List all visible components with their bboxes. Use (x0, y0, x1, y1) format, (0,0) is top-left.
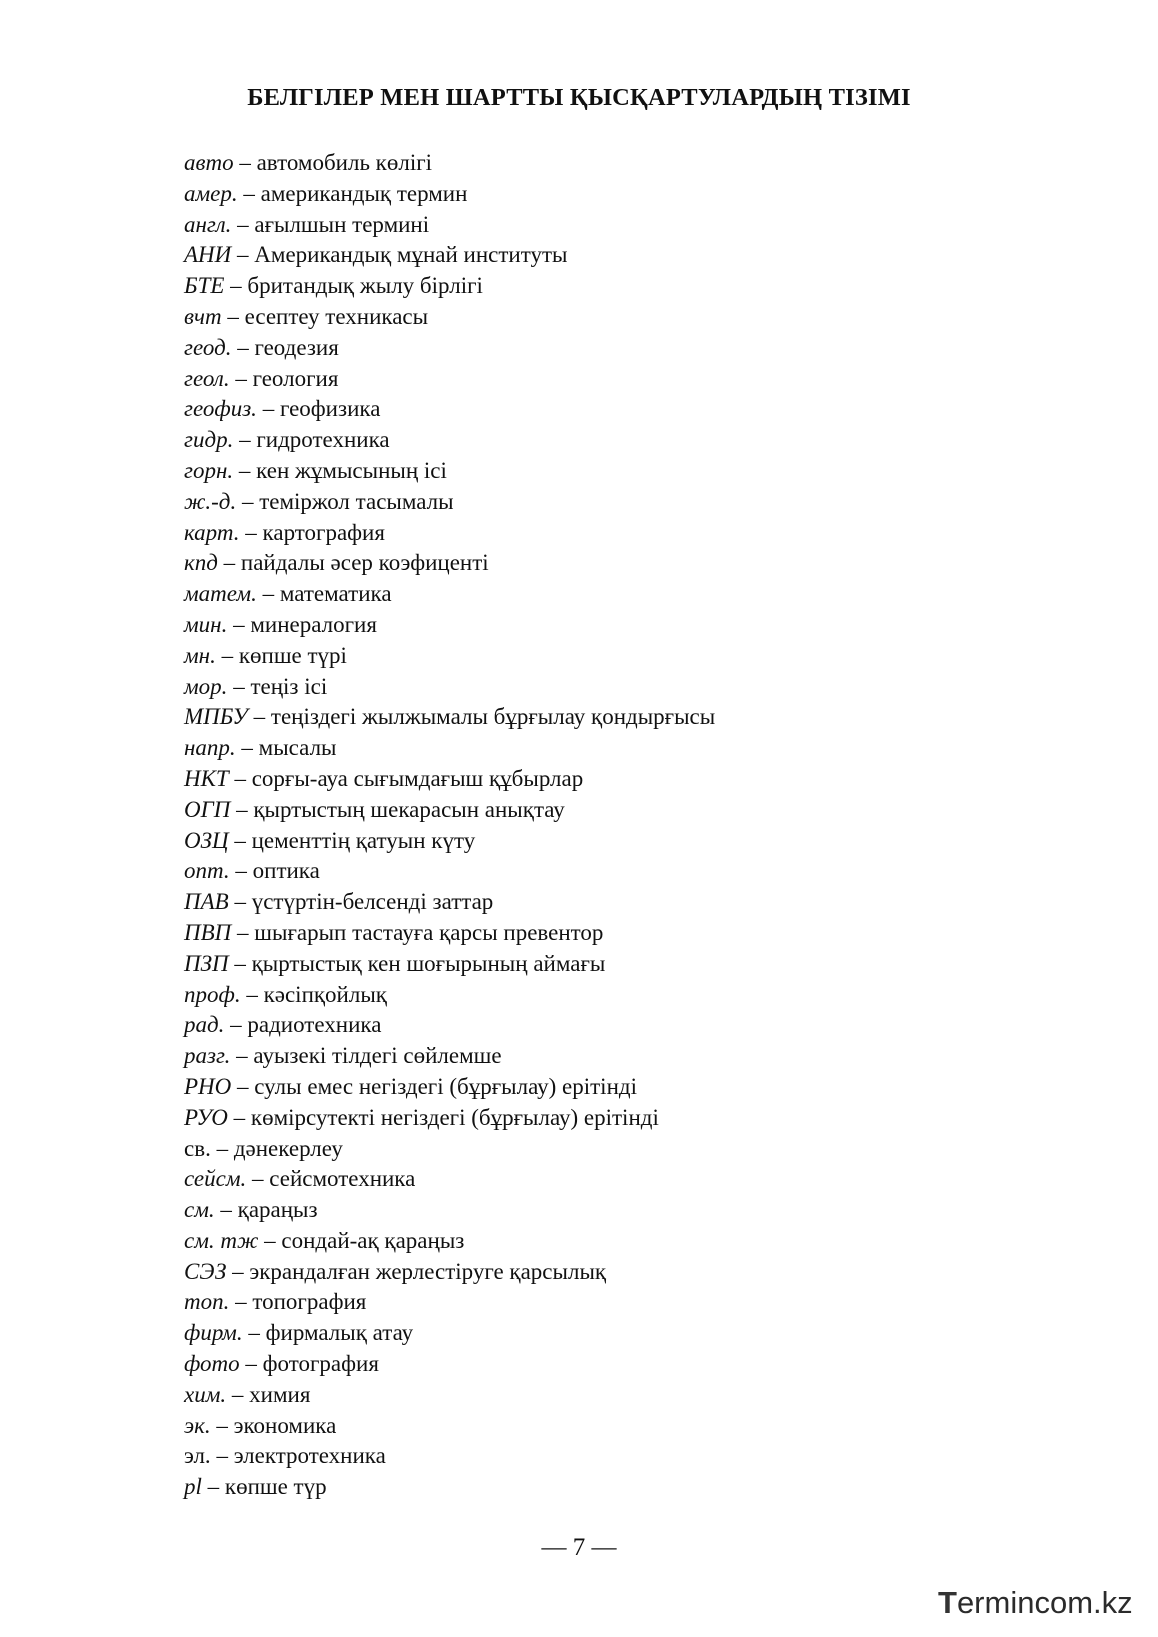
abbreviation-entry (184, 826, 715, 857)
abbreviation-meaning: фотография (262, 1351, 379, 1377)
abbreviation-entry (184, 425, 715, 456)
abbreviation-term: РНО (184, 1073, 232, 1099)
abbreviation-term: фирм. (184, 1320, 243, 1346)
abbreviation-term: см. тж (184, 1227, 259, 1253)
abbreviation-entry (184, 240, 715, 271)
entry-dash: – (226, 1381, 250, 1407)
entry-dash: – (215, 642, 239, 668)
entry-dash: – (231, 242, 255, 268)
abbreviation-term: разг. (184, 1043, 231, 1069)
abbreviation-meaning: сулы емес негіздегі (бұрғылау) ерітінді (254, 1073, 637, 1099)
abbreviation-entry (184, 1195, 715, 1226)
abbreviation-meaning: химия (249, 1381, 311, 1407)
abbreviation-term: топ. (184, 1289, 230, 1315)
entry-dash: – (258, 1227, 282, 1253)
abbreviation-entry (184, 795, 715, 826)
abbreviation-term: карт. (184, 519, 240, 545)
abbreviation-term: АНИ (184, 242, 232, 268)
abbreviation-term: pl (184, 1474, 202, 1500)
entry-dash: – (233, 427, 257, 453)
abbreviation-term: эл. (184, 1443, 211, 1469)
abbreviation-entry (184, 702, 715, 733)
abbreviation-meaning: шығарып тастауға қарсы превентор (254, 919, 604, 945)
abbreviation-meaning: картография (262, 519, 385, 545)
abbreviation-term: эк. (184, 1412, 211, 1438)
abbreviation-term: ПЗП (184, 950, 229, 976)
abbreviation-meaning: көмірсутекті негіздегі (бұрғылау) ерітінді (250, 1104, 659, 1130)
abbreviation-term: ОЗЦ (184, 827, 229, 853)
entry-dash: – (236, 488, 260, 514)
abbreviation-meaning: топография (252, 1289, 367, 1315)
entry-dash: – (242, 1320, 266, 1346)
abbreviation-meaning: ағылшын термині (254, 211, 430, 237)
abbreviation-meaning: экрандалған жерлестіруге қарсылық (249, 1258, 607, 1284)
entry-dash: – (229, 1289, 253, 1315)
watermark-initial: T (938, 1585, 957, 1620)
abbreviation-entry (184, 1380, 715, 1411)
entry-dash: – (233, 150, 257, 175)
abbreviation-meaning: фирмалық атау (265, 1320, 414, 1346)
abbreviation-term: фото (184, 1351, 240, 1377)
entry-dash: – (237, 180, 261, 206)
entry-dash: – (214, 1197, 238, 1223)
entry-dash: – (224, 1012, 248, 1038)
abbreviation-meaning: үстүртін-белсенді заттар (251, 889, 494, 915)
abbreviation-term: матем. (184, 581, 257, 607)
abbreviation-entry (184, 1072, 715, 1103)
entry-dash: – (247, 704, 271, 730)
abbreviation-term: кпд (184, 550, 218, 576)
abbreviation-entry (184, 887, 715, 918)
abbreviation-term: англ. (184, 211, 232, 237)
abbreviation-term: сейсм. (184, 1166, 247, 1192)
abbreviation-entry (184, 179, 715, 210)
entry-dash: – (228, 889, 252, 915)
abbreviation-meaning: автомобиль көлігі (256, 150, 433, 175)
abbreviation-meaning: британдық жылу бірлігі (247, 273, 483, 299)
entry-dash: – (229, 365, 253, 391)
abbreviation-meaning: қыртыстың шекарасын анықтау (253, 796, 565, 822)
abbreviation-meaning: сейсмотехника (269, 1166, 416, 1192)
entry-dash: – (210, 1443, 234, 1469)
entry-dash: – (231, 334, 255, 360)
entry-dash: – (231, 919, 255, 945)
abbreviation-term: горн. (184, 457, 234, 483)
abbreviation-meaning: радиотехника (247, 1012, 382, 1038)
abbreviation-entry (184, 271, 715, 302)
abbreviation-entry (184, 148, 715, 179)
abbreviation-entry (184, 1041, 715, 1072)
abbreviation-term: хим. (184, 1381, 227, 1407)
abbreviation-entry (184, 733, 715, 764)
abbreviation-entry (184, 1164, 715, 1195)
abbreviation-entry (184, 302, 715, 333)
abbreviation-entry (184, 1411, 715, 1442)
abbreviation-term: напр. (184, 735, 236, 761)
abbreviation-entry (184, 456, 715, 487)
abbreviation-term: геол. (184, 365, 230, 391)
abbreviation-term: см. (184, 1197, 215, 1223)
entry-dash: – (233, 457, 257, 483)
entry-dash: – (221, 303, 245, 329)
entry-dash: – (256, 581, 280, 607)
abbreviation-meaning: электротехника (233, 1443, 386, 1469)
page-number: — 7 — (541, 1534, 617, 1561)
abbreviation-term: авто (184, 150, 234, 175)
abbreviation-entry (184, 1472, 715, 1503)
abbreviation-meaning: гидротехника (256, 427, 390, 453)
abbreviation-term: СЭЗ (184, 1258, 227, 1284)
entry-dash: – (227, 1104, 251, 1130)
abbreviation-meaning: теңіздегі жылжымалы бұрғылау қондырғысы (270, 704, 716, 730)
abbreviation-meaning: оптика (252, 858, 320, 884)
abbreviation-meaning: экономика (233, 1412, 337, 1438)
abbreviation-entry (184, 856, 715, 887)
entry-dash: – (226, 1258, 250, 1284)
entry-dash: – (210, 1135, 234, 1161)
abbreviation-entry (184, 333, 715, 364)
entry-dash: – (229, 858, 253, 884)
abbreviation-list (184, 148, 715, 1503)
abbreviation-term: мн. (184, 642, 216, 668)
abbreviation-meaning: көпше түрі (238, 642, 347, 668)
abbreviation-meaning: мысалы (258, 735, 337, 761)
abbreviation-entry (184, 918, 715, 949)
abbreviation-term: НКТ (184, 765, 229, 791)
abbreviation-entry (184, 364, 715, 395)
abbreviation-meaning: цементтің қатуын күту (251, 827, 476, 853)
abbreviation-entry (184, 980, 715, 1011)
abbreviation-meaning: Американдық мұнай институты (254, 242, 568, 268)
abbreviation-meaning: геодезия (254, 334, 339, 360)
abbreviation-meaning: дәнекерлеу (233, 1135, 343, 1161)
abbreviation-entry (184, 1226, 715, 1257)
abbreviation-term: ОГП (184, 796, 231, 822)
entry-dash: – (227, 673, 251, 699)
abbreviation-meaning: минералогия (250, 611, 377, 637)
abbreviation-meaning: сондай-ақ қараңыз (281, 1227, 465, 1253)
entry-dash: – (239, 1351, 263, 1377)
abbreviation-meaning: қараңыз (237, 1197, 318, 1223)
abbreviation-entry (184, 1010, 715, 1041)
abbreviation-entry (184, 210, 715, 241)
abbreviation-term: мор. (184, 673, 228, 699)
abbreviation-meaning: математика (279, 581, 392, 607)
abbreviation-term: РУО (184, 1104, 228, 1130)
entry-dash: – (227, 611, 251, 637)
abbreviation-term: гидр. (184, 427, 234, 453)
abbreviation-term: МПБУ (184, 704, 248, 730)
abbreviation-entry (184, 949, 715, 980)
abbreviation-term: ПАВ (184, 889, 229, 915)
abbreviation-meaning: көпше түр (224, 1474, 327, 1500)
abbreviation-meaning: геофизика (279, 396, 381, 422)
abbreviation-meaning: сорғы-ауа сығымдағыш құбырлар (251, 765, 584, 791)
abbreviation-entry (184, 610, 715, 641)
abbreviation-entry (184, 641, 715, 672)
abbreviation-term: рад. (184, 1012, 225, 1038)
abbreviation-entry (184, 1257, 715, 1288)
abbreviation-entry (184, 672, 715, 703)
abbreviation-term: опт. (184, 858, 230, 884)
abbreviation-term: мин. (184, 611, 228, 637)
entry-dash: – (230, 796, 254, 822)
abbreviation-entry (184, 1287, 715, 1318)
abbreviation-entry (184, 764, 715, 795)
entry-dash: – (228, 765, 252, 791)
entry-dash: – (246, 1166, 270, 1192)
abbreviation-meaning: кен жұмысының ісі (256, 457, 447, 483)
abbreviation-meaning: есептеу техникасы (244, 303, 429, 329)
entry-dash: – (201, 1474, 225, 1500)
abbreviation-meaning: ауызекі тілдегі сөйлемше (253, 1043, 502, 1069)
abbreviation-term: св. (184, 1135, 211, 1161)
abbreviation-meaning: пайдалы әсер коэфиценті (240, 550, 489, 576)
abbreviation-entry (184, 1318, 715, 1349)
entry-dash: – (239, 519, 263, 545)
abbreviation-entry (184, 518, 715, 549)
abbreviation-term: ПВП (184, 919, 232, 945)
entry-dash: – (231, 1073, 255, 1099)
watermark-text: ermincom.kz (956, 1585, 1133, 1620)
abbreviation-term: ж.-д. (184, 488, 237, 514)
entry-dash: – (228, 827, 252, 853)
abbreviation-meaning: теміржол тасымалы (259, 488, 454, 514)
entry-dash: – (217, 550, 241, 576)
entry-dash: – (235, 735, 259, 761)
page-title: БЕЛГІЛЕР МЕН ШАРТТЫ ҚЫСҚАРТУЛАРДЫҢ ТІЗІМІ (247, 84, 911, 111)
entry-dash: – (256, 396, 280, 422)
abbreviation-meaning: қыртыстық кен шоғырының аймағы (251, 950, 606, 976)
abbreviation-meaning: кәсіпқойлық (263, 981, 387, 1007)
abbreviation-meaning: теңіз ісі (250, 673, 328, 699)
abbreviation-term: вчт (184, 303, 222, 329)
abbreviation-term: геофиз. (184, 396, 257, 422)
entry-dash: – (224, 273, 248, 299)
site-watermark-logo (938, 1581, 1148, 1625)
abbreviation-term: проф. (184, 981, 241, 1007)
abbreviation-term: геод. (184, 334, 232, 360)
entry-dash: – (228, 950, 252, 976)
abbreviation-meaning: геология (252, 365, 339, 391)
abbreviation-entry (184, 548, 715, 579)
entry-dash: – (210, 1412, 234, 1438)
entry-dash: – (231, 211, 255, 237)
abbreviation-entry (184, 394, 715, 425)
entry-dash: – (240, 981, 264, 1007)
abbreviation-entry (184, 1134, 715, 1165)
abbreviation-entry (184, 1349, 715, 1380)
abbreviation-term: амер. (184, 180, 238, 206)
abbreviation-entry (184, 1441, 715, 1472)
abbreviation-term: БТЕ (184, 273, 225, 299)
abbreviation-entry (184, 579, 715, 610)
abbreviation-entry (184, 487, 715, 518)
entry-dash: – (230, 1043, 254, 1069)
abbreviation-meaning: американдық термин (260, 180, 468, 206)
abbreviation-entry (184, 1103, 715, 1134)
